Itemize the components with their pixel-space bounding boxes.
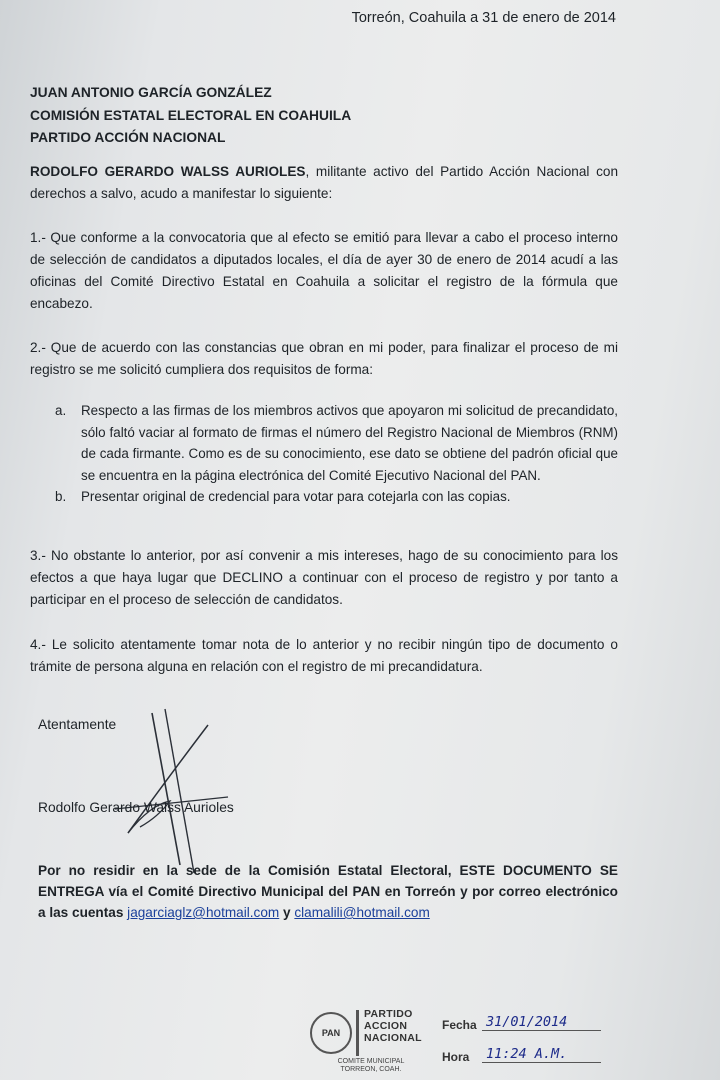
committee-label [316,1058,426,1074]
recipient-institution: COMISIÓN ESTATAL ELECTORAL EN COAHUILA [30,107,352,123]
delivery-note-text: Por no residir en la sede de la Comisión Estatal Electoral, ESTE DOCUMENTO SE ENTREGA vía el Comité Directivo Municipal del PAN en Torreón y por correo electrónico a las cuentas [38,863,618,920]
intro-paragraph [30,161,618,205]
signature-scribble [110,705,230,875]
list-item [55,400,618,486]
recipient-block [30,82,351,150]
date-line: Torreón, Coahuila a 31 de enero de 2014 [351,10,616,26]
committee-line: COMITE MUNICIPAL [337,1058,405,1065]
recipient-name: JUAN ANTONIO GARCÍA GONZÁLEZ [30,85,272,100]
point-3: 3.- No obstante lo anterior, por así convenir a mis intereses, hago de su conocimiento para los efectos a que haya lugar que DECLINO a continuar con el proceso de registro y por tanto a participar en el proceso de selección de candidatos. [30,548,618,607]
signer-name: Rodolfo Gerardo Walss Aurioles [38,800,234,815]
closing-salutation: Atentamente [38,717,117,732]
hora-label: Hora [442,1050,470,1064]
party-name [364,1008,422,1044]
sub-list [55,400,618,508]
sender-name: RODOLFO GERARDO WALSS AURIOLES [30,164,306,179]
email-joiner: y [279,905,295,920]
fecha-label: Fecha [442,1018,477,1032]
point-2: 2.- Que de acuerdo con las constancias que obran en mi poder, para finalizar el proceso de mi registro se me solicitó cumpliera dos requisitos de forma: [30,340,618,377]
intro-text: , militante activo del Partido Acción Nacional con derechos a salvo, acudo a manifestar lo siguiente: [30,164,619,201]
fecha-value: 31/01/2014 [482,1014,601,1031]
logo-divider [356,1010,359,1056]
reception-stamp [304,1006,614,1080]
party-line: PARTIDO [364,1008,413,1020]
party-line: ACCION [364,1020,408,1032]
point-4: 4.- Le solicito atentamente tomar nota de lo anterior y no recibir ningún tipo de documento o trámite de persona alguna en relación con el registro de mi precandidatura. [30,637,618,674]
delivery-note [38,860,618,923]
list-marker: b. [55,489,67,504]
point-1: 1.- Que conforme a la convocatoria que al efecto se emitió para llevar a cabo el proceso interno de selección de candidatos a diputados locales, el día de ayer 30 de enero de 2014 acudí a las oficinas del Comité Directivo Estatal en Coahuila a solicitar el registro de la fórmula que encabezo. [30,230,618,311]
list-item-text: Presentar original de credencial para votar para cotejarla con las copias. [81,489,511,504]
email-link-2[interactable]: clamalili@hotmail.com [294,905,430,920]
list-item-text: Respecto a las firmas de los miembros activos que apoyaron mi solicitud de precandidato, sólo faltó vaciar al formato de firmas el número del Registro Nacional de Miembros (RNM) de cada firmante. Como es de su conocimiento, ese dato se obtiene del padrón oficial que se encuentra en la página electrónica del Comité Ejecutivo Nacional del PAN. [81,403,618,483]
hora-value: 11:24 A.M. [482,1046,601,1063]
party-line: NACIONAL [364,1032,422,1044]
list-marker: a. [55,403,67,418]
email-link-1[interactable]: jagarciaglz@hotmail.com [127,905,280,920]
recipient-party: PARTIDO ACCIÓN NACIONAL [30,130,226,145]
list-item [55,486,618,508]
pan-logo: PAN [310,1012,352,1054]
committee-line: TORREON, COAH. [340,1066,402,1073]
